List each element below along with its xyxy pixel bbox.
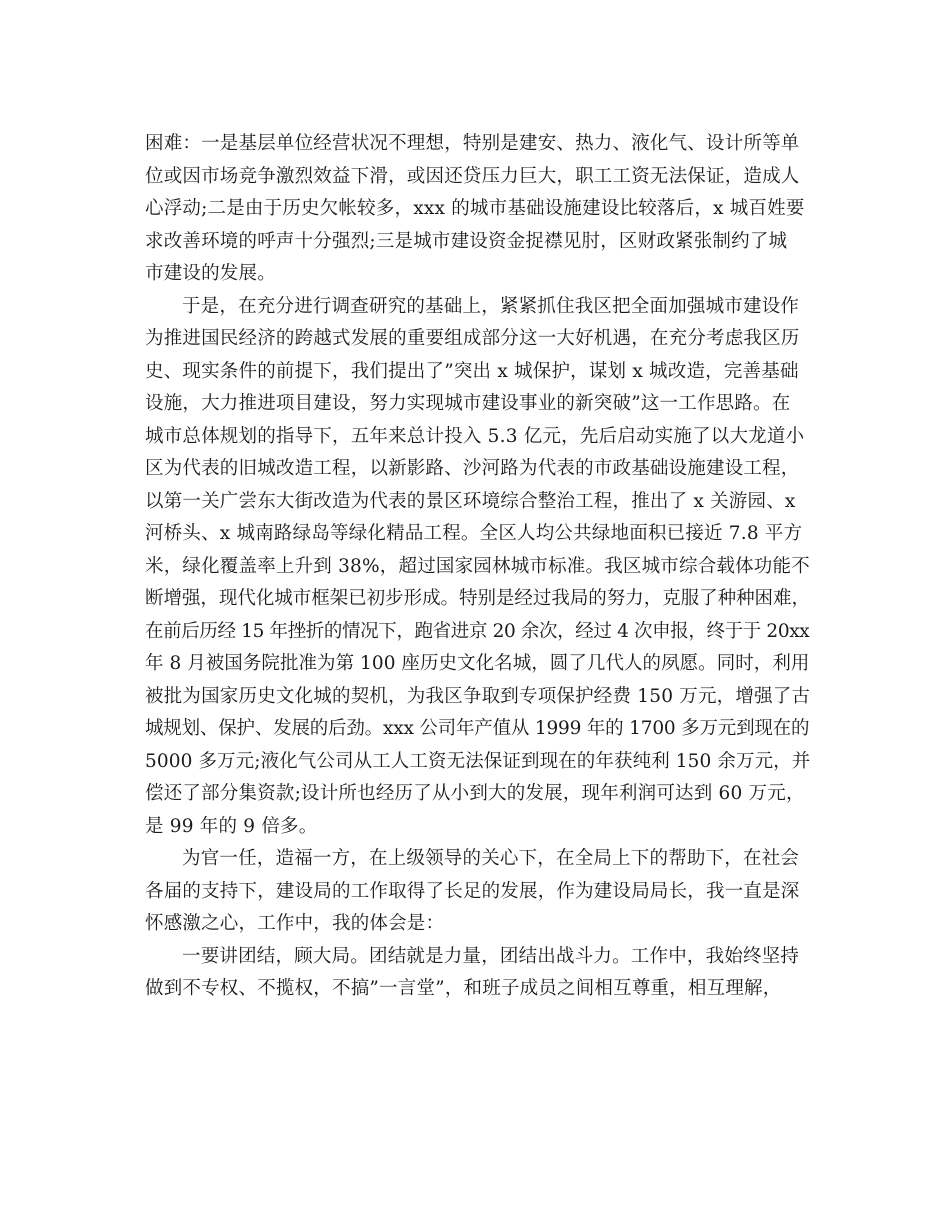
text-line: 5000 多万元;液化气公司从工人工资无法保证到现在的年获纯利 150 余万元，并 — [145, 750, 811, 772]
text-line: 在前后历经 15 年挫折的情况下，跑省进京 20 余次，经过 4 次申报，终于于 20xx — [145, 620, 810, 642]
text-line: 困难：一是基层单位经营状况不理想，特别是建安、热力、液化气、设计所等单 — [145, 133, 800, 154]
text-line: 城市总体规划的指导下，五年来总计投入 5.3 亿元，先后启动实施了以大龙道小 — [145, 425, 805, 447]
text-line: 心浮动;二是由于历史欠帐较多，xxx 的城市基础设施建设比较落后，x 城百姓要 — [145, 198, 805, 219]
text-line: 一要讲团结，顾大局。团结就是力量，团结出战斗力。工作中，我始终坚持 — [182, 945, 800, 967]
text-line: 城规划、保护、发展的后劲。xxx 公司年产值从 1999 年的 1700 多万元到现在的 — [145, 718, 810, 739]
text-line: 为推进国民经济的跨越式发展的重要组成部分这一大好机遇，在充分考虑我区历 — [145, 328, 800, 349]
text-line: 各届的支持下，建设局的工作取得了长足的发展，作为建设局局长，我一直是深 — [145, 880, 800, 902]
text-line: 史、现实条件的前提下，我们提出了”突出 x 城保护，谋划 x 城改造，完善基础 — [145, 360, 799, 382]
text-line: 被批为国家历史文化城的契机，为我区争取到专项保护经费 150 万元，增强了古 — [145, 685, 811, 707]
text-line: 做到不专权、不揽权，不搞”一言堂”，和班子成员之间相互尊重，相互理解， — [145, 978, 782, 999]
text-line: 设施，大力推进项目建设，努力实现城市建设事业的新突破”这一工作思路。在 — [145, 393, 791, 414]
document-body — [145, 128, 810, 1006]
text-line: 求改善环境的呼声十分强烈;三是城市建设资金捉襟见肘，区财政紧张制约了城 — [145, 230, 788, 252]
text-line: 偿还了部分集资款;设计所也经历了从小到大的发展，现年利润可达到 60 万元， — [145, 783, 805, 804]
text-line: 为官一任，造福一方，在上级领导的关心下，在全局上下的帮助下，在社会 — [182, 848, 800, 869]
text-line: 断增强，现代化城市框架已初步形成。特别是经过我局的努力，克服了种种困难， — [145, 588, 810, 609]
text-line: 区为代表的旧城改造工程，以新影路、沙河路为代表的市政基础设施建设工程， — [145, 458, 800, 479]
text-line: 年 8 月被国务院批准为第 100 座历史文化名城，圆了几代人的夙愿。同时，利用 — [145, 653, 810, 674]
text-line: 市建设的发展。 — [145, 263, 276, 284]
text-line: 河桥头、x 城南路绿岛等绿化精品工程。全区人均公共绿地面积已接近 7.8 平方 — [145, 523, 803, 544]
text-line: 怀感激之心，工作中，我的体会是： — [145, 913, 445, 934]
text-line: 位或因市场竞争激烈效益下滑，或因还贷压力巨大，职工工资无法保证，造成人 — [145, 165, 800, 187]
text-line: 米，绿化覆盖率上升到 38%，超过国家园林城市标准。我区城市综合载体功能不 — [145, 555, 810, 577]
text-line: 以第一关广尝东大街改造为代表的景区环境综合整治工程，推出了 x 关游园、x — [145, 490, 796, 512]
text-line: 于是，在充分进行调查研究的基础上，紧紧抓住我区把全面加强城市建设作 — [182, 295, 800, 317]
text-line: 是 99 年的 9 倍多。 — [145, 815, 318, 837]
